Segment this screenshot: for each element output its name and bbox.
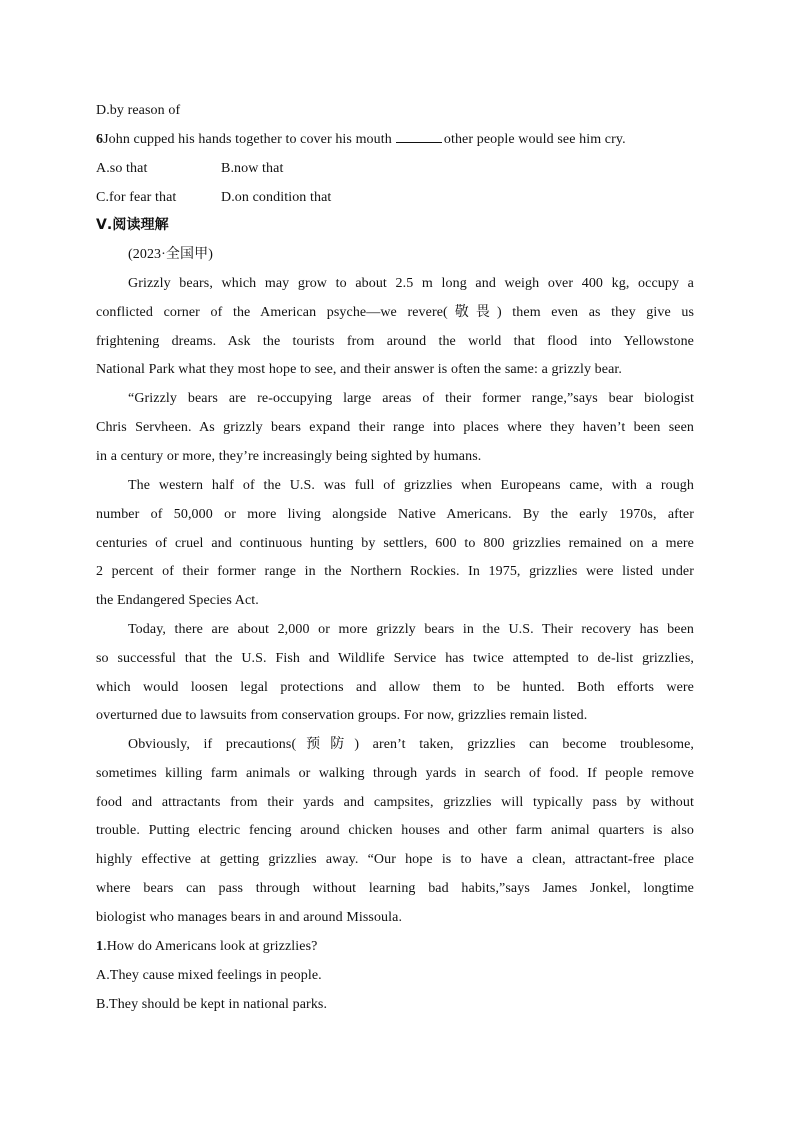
passage-line: so successful that the U.S. Fish and Wildlife Service has twice attempted to de-list grizzlies, [96,650,694,666]
q5-option-d: D.by reason of [96,103,181,118]
q6-stem-before: John cupped his hands together to cover his mouth [103,132,392,147]
q6-number: 6 [96,132,104,147]
q6-answer-blank [396,130,442,143]
passage-line: the Endangered Species Act. [96,593,259,608]
q6-option-b: B.now that [221,161,284,176]
passage-line: biologist who manages bears in and around Missoula. [96,909,403,925]
question-1-text: .How do Americans look at grizzlies? [103,939,318,954]
passage-paragraph-5 [96,735,694,936]
passage-line: Grizzly bears, which may grow to about 2.5 m long and weigh over 400 kg, occupy a [128,276,694,291]
q6-option-c: C.for fear that [96,190,177,205]
passage-line: in a century or more, they’re increasingly being sighted by humans. [96,448,482,464]
passage-line: highly effective at getting grizzlies away. “Our hope is to have a clean, attractant-free place [96,852,694,867]
passage-line: Chris Servheen. As grizzly bears expand their range into places where they haven’t been seen [96,419,694,435]
passage-source: (2023·全国甲) [128,247,213,262]
q6-option-a: A.so that [96,161,148,176]
passage-paragraph-1 [96,274,694,389]
passage-line: frightening dreams. Ask the tourists from around the world that flood into Yellowstone [96,333,694,349]
passage-line: The western half of the U.S. was full of grizzlies when Europeans came, with a rough [128,478,694,493]
passage-line: overturned due to lawsuits from conservation groups. For now, grizzlies remain listed. [96,708,588,724]
section-title: Ⅴ.阅读理解 [96,217,169,233]
passage-line: number of 50,000 or more living alongside Native Americans. By the early 1970s, after [96,506,694,522]
question-1-stem [96,937,317,957]
passage-line: 2 percent of their former range in the Northern Rockies. In 1975, grizzlies were listed under [96,564,694,580]
question-1-option-a: A.They cause mixed feelings in people. [96,968,322,983]
q6-stem [96,130,626,150]
passage-line: Obviously, if precautions(预防) aren’t taken, grizzlies can become troublesome, [128,737,694,752]
passage-line: Today, there are about 2,000 or more grizzly bears in the U.S. Their recovery has been [128,622,694,637]
passage-paragraph-2 [96,389,694,475]
passage-line: which would loosen legal protections and allow them to be hunted. Both efforts were [96,679,694,695]
passage-line: sometimes killing farm animals or walking through yards in search of food. If people remove [96,765,694,781]
passage-line: centuries of cruel and continuous hunting by settlers, 600 to 800 grizzlies remained on a mere [96,535,694,551]
passage-paragraph-4 [96,620,694,735]
passage-paragraph-3 [96,476,694,620]
passage-line: National Park what they most hope to see, and their answer is often the same: a grizzly bear. [96,362,622,378]
passage-line: food and attractants from their yards and campsites, grizzlies will typically pass by without [96,794,694,810]
question-1-option-b: B.They should be kept in national parks. [96,997,328,1012]
passage-line: trouble. Putting electric fencing around chicken houses and other farm animal quarters is also [96,823,694,839]
passage-line: “Grizzly bears are re-occupying large areas of their former range,”says bear biologist [128,391,694,406]
question-1-number: 1 [96,939,104,954]
q6-option-d: D.on condition that [221,190,332,205]
passage-line: where bears can pass through without learning bad habits,”says James Jonkel, longtime [96,880,694,896]
q6-stem-after: other people would see him cry. [443,132,626,147]
q6-options-row-1 [96,159,147,179]
passage-line: conflicted corner of the American psyche—we revere(敬畏) them even as they give us [96,304,694,320]
